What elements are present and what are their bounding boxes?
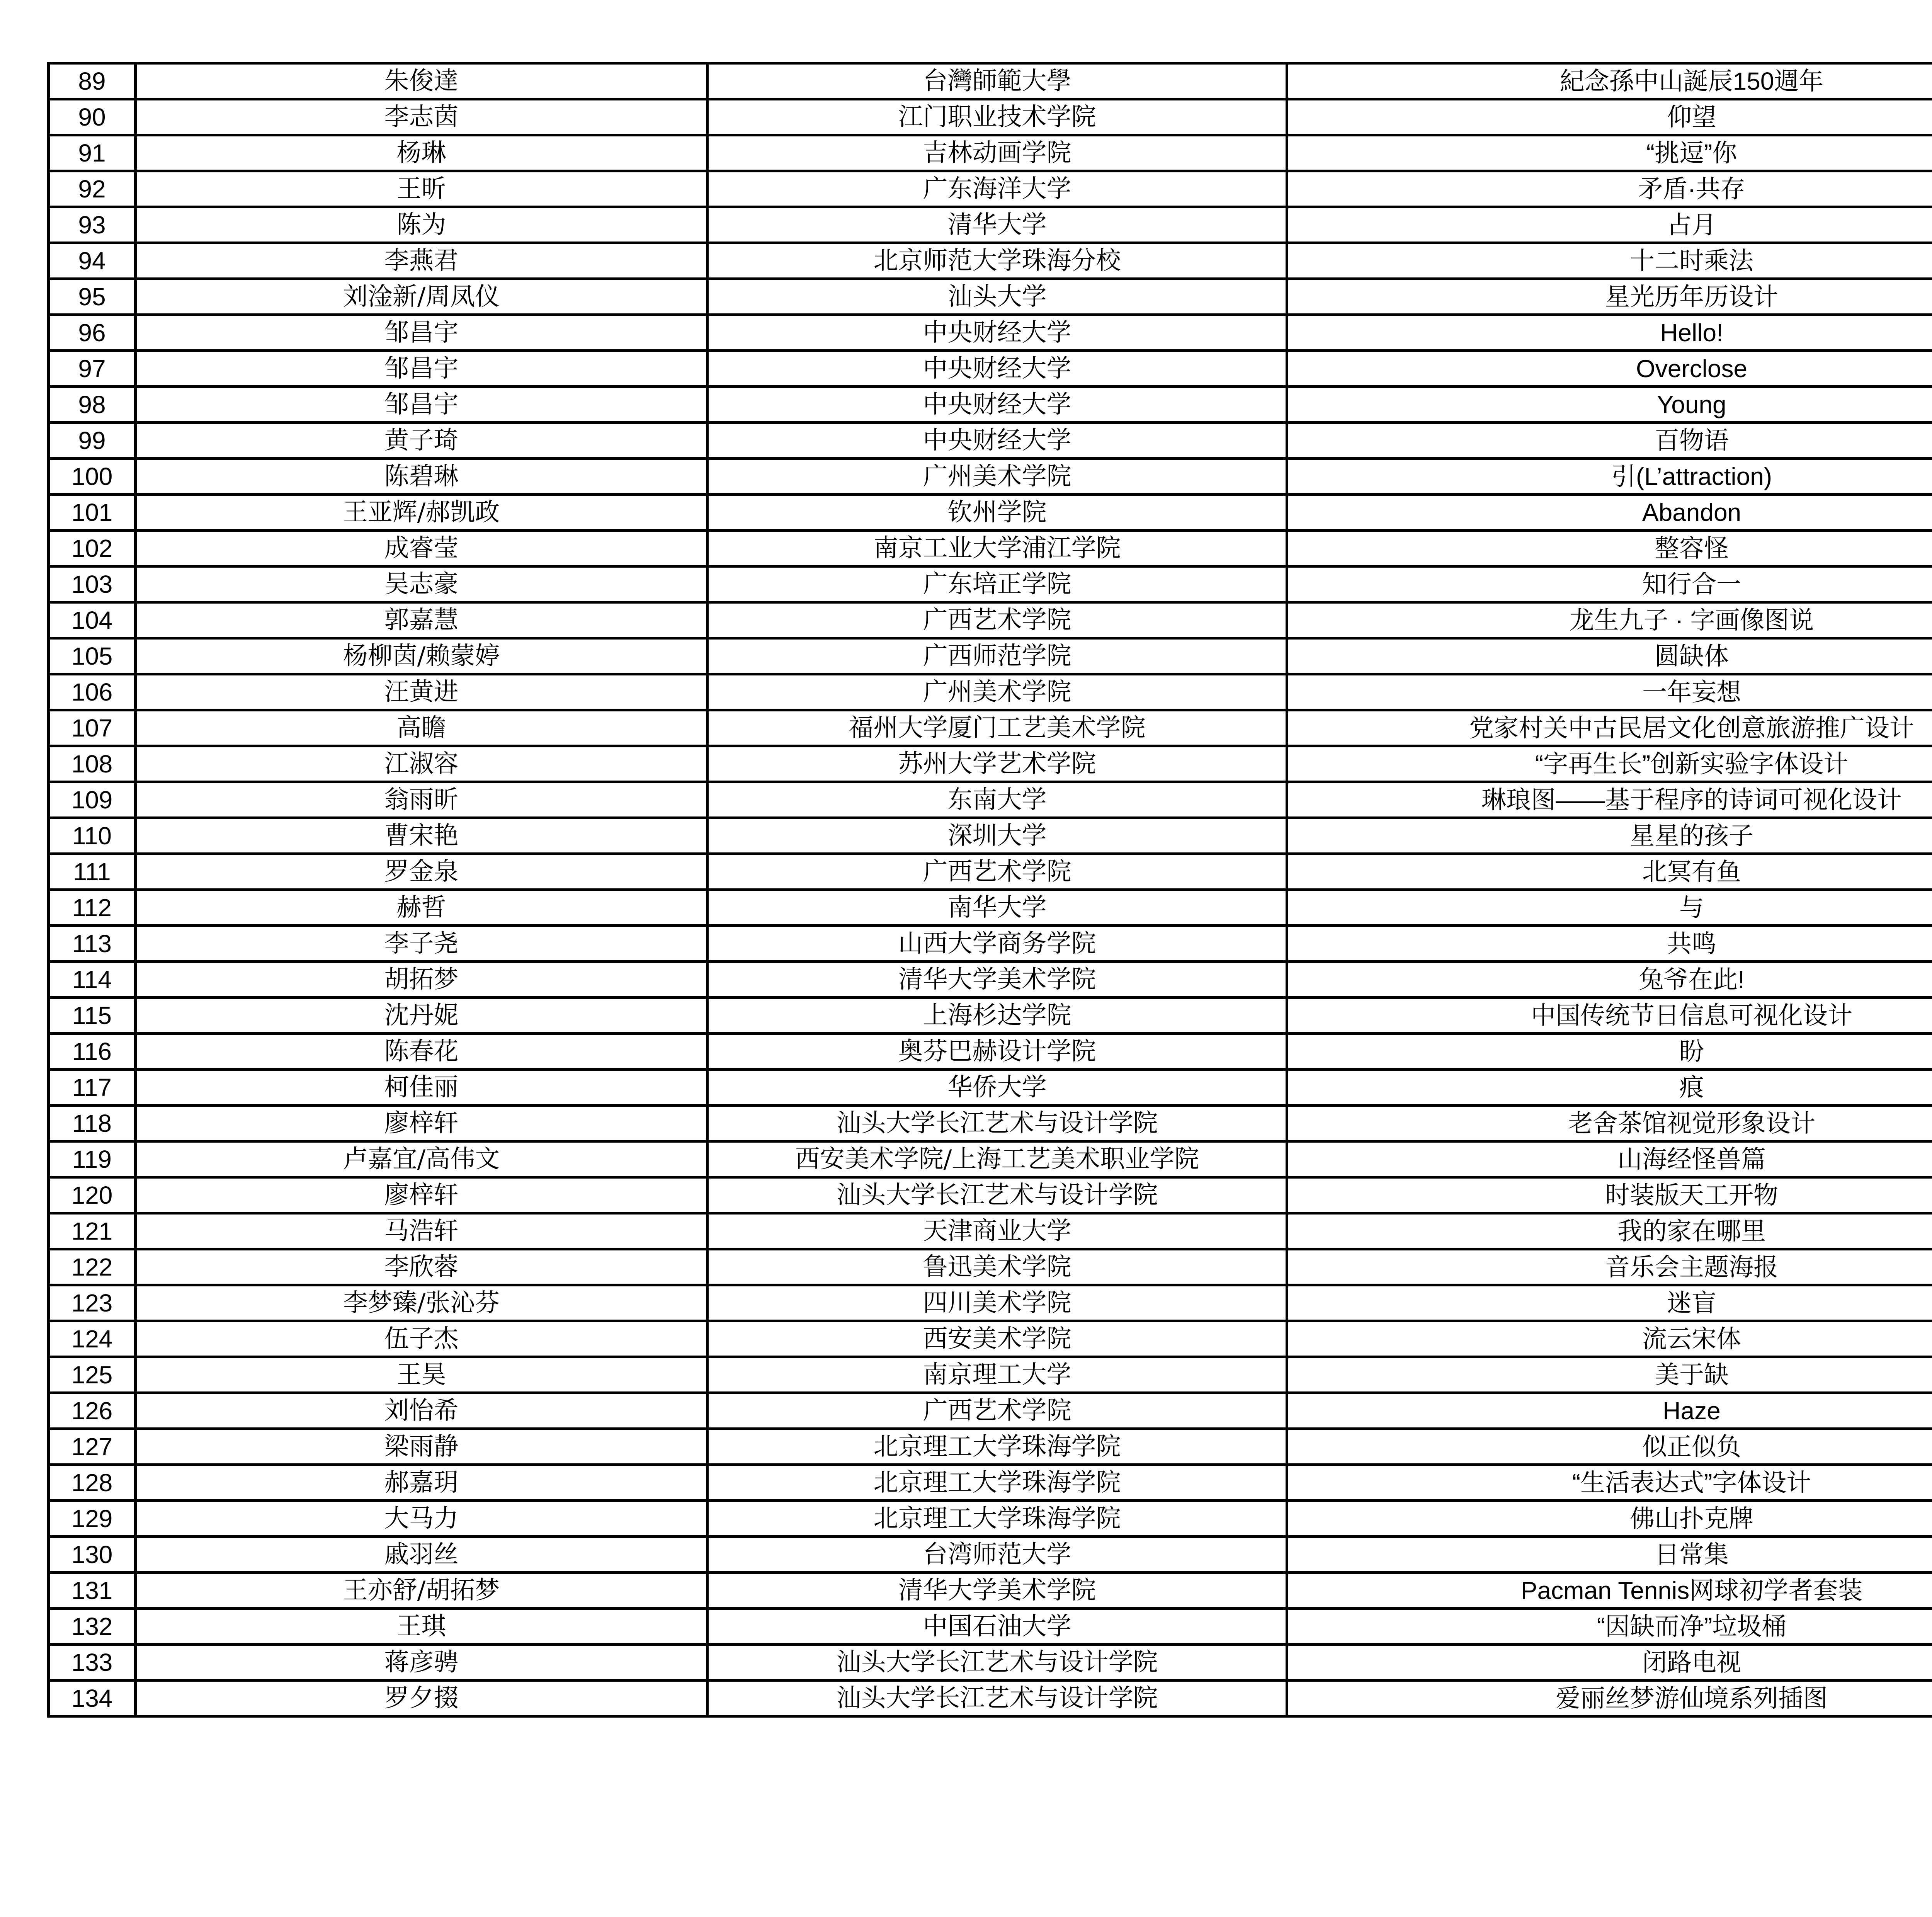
author-cell: 郝嘉玥 <box>136 1465 707 1501</box>
school-cell: 北京理工大学珠海学院 <box>707 1501 1287 1537</box>
entry-number-cell: 113 <box>49 926 136 962</box>
school-cell: 西安美术学院/上海工艺美术职业学院 <box>707 1141 1287 1177</box>
work-title-cell: 流云宋体 <box>1287 1321 1932 1357</box>
entry-number-cell: 106 <box>49 674 136 710</box>
entry-number-cell: 111 <box>49 854 136 890</box>
school-cell: 汕头大学长江艺术与设计学院 <box>707 1177 1287 1213</box>
entry-number-cell: 92 <box>49 171 136 207</box>
entry-number-cell: 104 <box>49 602 136 638</box>
work-title-cell: 闭路电视 <box>1287 1645 1932 1681</box>
table-row <box>49 243 1932 279</box>
work-title-cell: 时装版天工开物 <box>1287 1177 1932 1213</box>
work-title-cell: 爱丽丝梦游仙境系列插图 <box>1287 1681 1932 1716</box>
author-cell: 江淑容 <box>136 746 707 782</box>
work-title-cell: 似正似负 <box>1287 1429 1932 1465</box>
entry-number-cell: 127 <box>49 1429 136 1465</box>
entry-number-cell: 133 <box>49 1645 136 1681</box>
school-cell: 东南大学 <box>707 782 1287 818</box>
table-row <box>49 423 1932 459</box>
school-cell: 福州大学厦门工艺美术学院 <box>707 710 1287 746</box>
author-cell: 李梦臻/张沁芬 <box>136 1285 707 1321</box>
school-cell: 中央财经大学 <box>707 387 1287 423</box>
entry-number-cell: 126 <box>49 1393 136 1429</box>
school-cell: 汕头大学 <box>707 279 1287 315</box>
work-title-cell: 盼 <box>1287 1034 1932 1070</box>
school-cell: 中央财经大学 <box>707 423 1287 459</box>
entry-number-cell: 120 <box>49 1177 136 1213</box>
school-cell: 华侨大学 <box>707 1070 1287 1106</box>
author-cell: 卢嘉宜/高伟文 <box>136 1141 707 1177</box>
table-row <box>49 890 1932 926</box>
work-title-cell: 圆缺体 <box>1287 638 1932 674</box>
school-cell: 上海杉达学院 <box>707 998 1287 1034</box>
entry-number-cell: 94 <box>49 243 136 279</box>
work-title-cell: Hello! <box>1287 315 1932 351</box>
table-row <box>49 1429 1932 1465</box>
work-title-cell: 占月 <box>1287 207 1932 243</box>
work-title-cell: Pacman Tennis网球初学者套装 <box>1287 1573 1932 1609</box>
author-cell: 梁雨静 <box>136 1429 707 1465</box>
entries-sheet <box>47 62 1932 1718</box>
entry-number-cell: 93 <box>49 207 136 243</box>
author-cell: 杨琳 <box>136 135 707 171</box>
work-title-cell: 中国传统节日信息可视化设计 <box>1287 998 1932 1034</box>
table-row <box>49 351 1932 387</box>
entry-number-cell: 122 <box>49 1249 136 1285</box>
entry-number-cell: 99 <box>49 423 136 459</box>
table-row <box>49 818 1932 854</box>
entry-number-cell: 116 <box>49 1034 136 1070</box>
table-row <box>49 710 1932 746</box>
table-row <box>49 854 1932 890</box>
school-cell: 广东培正学院 <box>707 566 1287 602</box>
author-cell: 李志茵 <box>136 99 707 135</box>
work-title-cell: “字再生长”创新实验字体设计 <box>1287 746 1932 782</box>
table-row <box>49 495 1932 531</box>
school-cell: 广西艺术学院 <box>707 602 1287 638</box>
entry-number-cell: 108 <box>49 746 136 782</box>
work-title-cell: 仰望 <box>1287 99 1932 135</box>
school-cell: 山西大学商务学院 <box>707 926 1287 962</box>
entry-number-cell: 124 <box>49 1321 136 1357</box>
work-title-cell: 引(L’attraction) <box>1287 459 1932 495</box>
entry-number-cell: 128 <box>49 1465 136 1501</box>
work-title-cell: 我的家在哪里 <box>1287 1213 1932 1249</box>
author-cell: 蒋彦骋 <box>136 1645 707 1681</box>
school-cell: 中央财经大学 <box>707 351 1287 387</box>
author-cell: 李欣蓉 <box>136 1249 707 1285</box>
author-cell: 廖梓轩 <box>136 1177 707 1213</box>
school-cell: 南京理工大学 <box>707 1357 1287 1393</box>
work-title-cell: 美于缺 <box>1287 1357 1932 1393</box>
author-cell: 戚羽丝 <box>136 1537 707 1573</box>
work-title-cell: 兔爷在此! <box>1287 962 1932 998</box>
table-row <box>49 1393 1932 1429</box>
entry-number-cell: 131 <box>49 1573 136 1609</box>
entry-number-cell: 119 <box>49 1141 136 1177</box>
table-row <box>49 99 1932 135</box>
author-cell: 王昕 <box>136 171 707 207</box>
table-row <box>49 782 1932 818</box>
author-cell: 王昊 <box>136 1357 707 1393</box>
table-row <box>49 1213 1932 1249</box>
table-row <box>49 1681 1932 1716</box>
table-row <box>49 387 1932 423</box>
work-title-cell: 紀念孫中山誕辰150週年 <box>1287 63 1932 99</box>
work-title-cell: 百物语 <box>1287 423 1932 459</box>
table-row <box>49 566 1932 602</box>
work-title-cell: 一年妄想 <box>1287 674 1932 710</box>
entry-number-cell: 103 <box>49 566 136 602</box>
work-title-cell: 星星的孩子 <box>1287 818 1932 854</box>
entry-number-cell: 89 <box>49 63 136 99</box>
entry-number-cell: 96 <box>49 315 136 351</box>
work-title-cell: 知行合一 <box>1287 566 1932 602</box>
entry-number-cell: 101 <box>49 495 136 531</box>
school-cell: 北京理工大学珠海学院 <box>707 1465 1287 1501</box>
school-cell: 奥芬巴赫设计学院 <box>707 1034 1287 1070</box>
table-row <box>49 1177 1932 1213</box>
school-cell: 北京师范大学珠海分校 <box>707 243 1287 279</box>
school-cell: 汕头大学长江艺术与设计学院 <box>707 1106 1287 1141</box>
work-title-cell: 日常集 <box>1287 1537 1932 1573</box>
entries-table-body <box>49 63 1932 1716</box>
entry-number-cell: 97 <box>49 351 136 387</box>
school-cell: 苏州大学艺术学院 <box>707 746 1287 782</box>
table-row <box>49 1609 1932 1645</box>
table-row <box>49 459 1932 495</box>
author-cell: 赫哲 <box>136 890 707 926</box>
work-title-cell: 痕 <box>1287 1070 1932 1106</box>
work-title-cell: “因缺而净”垃圾桶 <box>1287 1609 1932 1645</box>
table-row <box>49 1141 1932 1177</box>
work-title-cell: 矛盾·共存 <box>1287 171 1932 207</box>
work-title-cell: “挑逗”你 <box>1287 135 1932 171</box>
author-cell: 王亚辉/郝凯政 <box>136 495 707 531</box>
school-cell: 四川美术学院 <box>707 1285 1287 1321</box>
work-title-cell: 十二时乘法 <box>1287 243 1932 279</box>
author-cell: 邹昌宇 <box>136 387 707 423</box>
school-cell: 中国石油大学 <box>707 1609 1287 1645</box>
entry-number-cell: 90 <box>49 99 136 135</box>
table-row <box>49 135 1932 171</box>
entry-number-cell: 112 <box>49 890 136 926</box>
author-cell: 高瞻 <box>136 710 707 746</box>
school-cell: 广州美术学院 <box>707 459 1287 495</box>
author-cell: 沈丹妮 <box>136 998 707 1034</box>
school-cell: 广西艺术学院 <box>707 854 1287 890</box>
work-title-cell: 与 <box>1287 890 1932 926</box>
entry-number-cell: 117 <box>49 1070 136 1106</box>
school-cell: 汕头大学长江艺术与设计学院 <box>707 1681 1287 1716</box>
entry-number-cell: 102 <box>49 531 136 566</box>
school-cell: 台灣師範大學 <box>707 63 1287 99</box>
work-title-cell: “生活表达式”字体设计 <box>1287 1465 1932 1501</box>
entry-number-cell: 100 <box>49 459 136 495</box>
author-cell: 胡拓梦 <box>136 962 707 998</box>
school-cell: 清华大学 <box>707 207 1287 243</box>
author-cell: 吴志豪 <box>136 566 707 602</box>
school-cell: 天津商业大学 <box>707 1213 1287 1249</box>
table-row <box>49 674 1932 710</box>
table-row <box>49 1645 1932 1681</box>
school-cell: 广州美术学院 <box>707 674 1287 710</box>
table-row <box>49 1249 1932 1285</box>
author-cell: 陈春花 <box>136 1034 707 1070</box>
author-cell: 李燕君 <box>136 243 707 279</box>
author-cell: 李子尧 <box>136 926 707 962</box>
table-row <box>49 1501 1932 1537</box>
entry-number-cell: 134 <box>49 1681 136 1716</box>
school-cell: 广东海洋大学 <box>707 171 1287 207</box>
entry-number-cell: 123 <box>49 1285 136 1321</box>
author-cell: 王亦舒/胡拓梦 <box>136 1573 707 1609</box>
author-cell: 罗夕掇 <box>136 1681 707 1716</box>
author-cell: 汪黄进 <box>136 674 707 710</box>
table-row <box>49 531 1932 566</box>
school-cell: 清华大学美术学院 <box>707 962 1287 998</box>
work-title-cell: 迷盲 <box>1287 1285 1932 1321</box>
entry-number-cell: 132 <box>49 1609 136 1645</box>
entry-number-cell: 107 <box>49 710 136 746</box>
table-row <box>49 926 1932 962</box>
work-title-cell: 党家村关中古民居文化创意旅游推广设计 <box>1287 710 1932 746</box>
school-cell: 台湾师范大学 <box>707 1537 1287 1573</box>
entries-table <box>47 62 1932 1718</box>
table-row <box>49 1321 1932 1357</box>
school-cell: 北京理工大学珠海学院 <box>707 1429 1287 1465</box>
table-row <box>49 998 1932 1034</box>
entry-number-cell: 105 <box>49 638 136 674</box>
entry-number-cell: 114 <box>49 962 136 998</box>
table-row <box>49 1285 1932 1321</box>
school-cell: 鲁迅美术学院 <box>707 1249 1287 1285</box>
table-row <box>49 1465 1932 1501</box>
author-cell: 廖梓轩 <box>136 1106 707 1141</box>
author-cell: 邹昌宇 <box>136 351 707 387</box>
work-title-cell: Haze <box>1287 1393 1932 1429</box>
author-cell: 刘淦新/周凤仪 <box>136 279 707 315</box>
entry-number-cell: 110 <box>49 818 136 854</box>
school-cell: 江门职业技术学院 <box>707 99 1287 135</box>
author-cell: 王琪 <box>136 1609 707 1645</box>
author-cell: 陈碧琳 <box>136 459 707 495</box>
work-title-cell: 龙生九子 · 字画像图说 <box>1287 602 1932 638</box>
work-title-cell: 共鸣 <box>1287 926 1932 962</box>
entry-number-cell: 109 <box>49 782 136 818</box>
author-cell: 曹宋艳 <box>136 818 707 854</box>
author-cell: 朱俊達 <box>136 63 707 99</box>
table-row <box>49 638 1932 674</box>
author-cell: 陈为 <box>136 207 707 243</box>
author-cell: 大马力 <box>136 1501 707 1537</box>
table-row <box>49 962 1932 998</box>
entry-number-cell: 91 <box>49 135 136 171</box>
work-title-cell: 音乐会主题海报 <box>1287 1249 1932 1285</box>
entry-number-cell: 95 <box>49 279 136 315</box>
school-cell: 中央财经大学 <box>707 315 1287 351</box>
entry-number-cell: 121 <box>49 1213 136 1249</box>
work-title-cell: 山海经怪兽篇 <box>1287 1141 1932 1177</box>
author-cell: 邹昌宇 <box>136 315 707 351</box>
author-cell: 刘怡希 <box>136 1393 707 1429</box>
entry-number-cell: 130 <box>49 1537 136 1573</box>
table-row <box>49 1034 1932 1070</box>
table-row <box>49 746 1932 782</box>
work-title-cell: Overclose <box>1287 351 1932 387</box>
school-cell: 清华大学美术学院 <box>707 1573 1287 1609</box>
school-cell: 西安美术学院 <box>707 1321 1287 1357</box>
author-cell: 杨柳茵/赖蒙婷 <box>136 638 707 674</box>
table-row <box>49 315 1932 351</box>
school-cell: 汕头大学长江艺术与设计学院 <box>707 1645 1287 1681</box>
entry-number-cell: 115 <box>49 998 136 1034</box>
table-row <box>49 63 1932 99</box>
work-title-cell: Young <box>1287 387 1932 423</box>
school-cell: 钦州学院 <box>707 495 1287 531</box>
table-row <box>49 1537 1932 1573</box>
table-row <box>49 207 1932 243</box>
entry-number-cell: 98 <box>49 387 136 423</box>
work-title-cell: 星光历年历设计 <box>1287 279 1932 315</box>
author-cell: 伍子杰 <box>136 1321 707 1357</box>
work-title-cell: 整容怪 <box>1287 531 1932 566</box>
table-row <box>49 171 1932 207</box>
table-row <box>49 1573 1932 1609</box>
table-row <box>49 1106 1932 1141</box>
author-cell: 黄子琦 <box>136 423 707 459</box>
school-cell: 深圳大学 <box>707 818 1287 854</box>
table-row <box>49 602 1932 638</box>
school-cell: 广西艺术学院 <box>707 1393 1287 1429</box>
work-title-cell: 佛山扑克牌 <box>1287 1501 1932 1537</box>
work-title-cell: 老舍茶馆视觉形象设计 <box>1287 1106 1932 1141</box>
school-cell: 广西师范学院 <box>707 638 1287 674</box>
school-cell: 南京工业大学浦江学院 <box>707 531 1287 566</box>
work-title-cell: Abandon <box>1287 495 1932 531</box>
school-cell: 南华大学 <box>707 890 1287 926</box>
entry-number-cell: 125 <box>49 1357 136 1393</box>
school-cell: 吉林动画学院 <box>707 135 1287 171</box>
author-cell: 成睿莹 <box>136 531 707 566</box>
entry-number-cell: 118 <box>49 1106 136 1141</box>
table-row <box>49 1357 1932 1393</box>
entry-number-cell: 129 <box>49 1501 136 1537</box>
author-cell: 罗金泉 <box>136 854 707 890</box>
author-cell: 翁雨昕 <box>136 782 707 818</box>
author-cell: 马浩轩 <box>136 1213 707 1249</box>
author-cell: 郭嘉慧 <box>136 602 707 638</box>
table-row <box>49 1070 1932 1106</box>
work-title-cell: 北冥有鱼 <box>1287 854 1932 890</box>
table-row <box>49 279 1932 315</box>
author-cell: 柯佳丽 <box>136 1070 707 1106</box>
work-title-cell: 琳琅图——基于程序的诗词可视化设计 <box>1287 782 1932 818</box>
